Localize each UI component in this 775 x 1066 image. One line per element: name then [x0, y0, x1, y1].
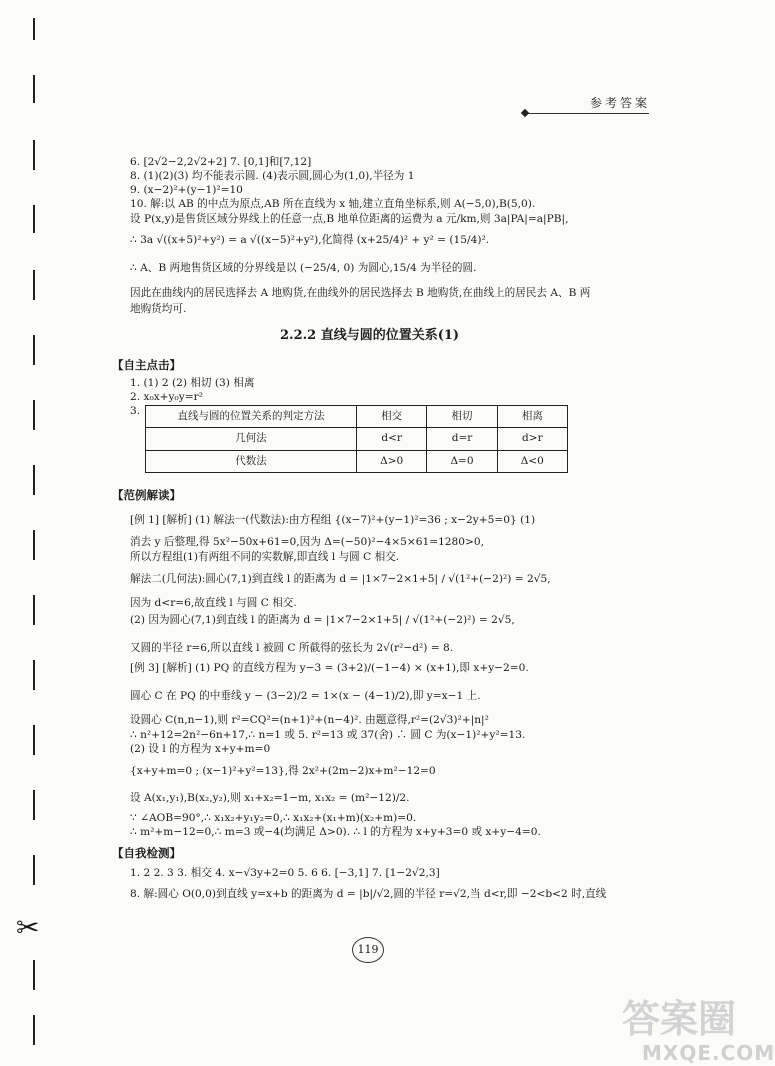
example-line: 消去 y 后整理,得 5x²−50x+61=0,因为 Δ=(−50)²−4×5×61=1280>0, — [130, 536, 485, 548]
answer-line: ∴ A、B 两地售货区域的分界线是以 (−25/4, 0) 为圆心,15/4 为半径的圆. — [130, 262, 477, 274]
answer-line: 因此在曲线内的居民选择去 A 地购货,在曲线外的居民选择去 B 地购货,在曲线上的居民去 A、B 两 — [130, 287, 591, 299]
example-line: (2) 因为圆心(7,1)到直线 l 的距离为 d = |1×7−2×1+5| / √(1²+(−2)²) = 2√5, — [130, 614, 515, 626]
example-line: ∴ m²+m−12=0,∴ m=3 或−4(均满足 Δ>0). ∴ l 的方程为 x+y+3=0 或 x+y−4=0. — [130, 826, 541, 838]
self-study-item-3-label: 3. — [130, 405, 141, 417]
answer-line: 9. (x−2)²+(y−1)²=10 — [130, 184, 243, 196]
table-cell: 代数法 — [146, 450, 357, 472]
example-line: 又圆的半径 r=6,所以直线 l 被圆 C 所截得的弦长为 2√(r²−d²) = 8. — [130, 642, 454, 654]
example-line: 解法二(几何法):圆心(7,1)到直线 l 的距离为 d = |1×7−2×1+5| / √(1²+(−2)²) = 2√5, — [130, 573, 551, 585]
table-header-row — [146, 406, 568, 428]
table-cell: d<r — [357, 428, 427, 450]
table-cell: 几何法 — [146, 428, 357, 450]
page-header-title: 参考答案 — [589, 96, 650, 110]
header-diamond — [521, 109, 529, 117]
example-line: 因为 d<r=6,故直线 l 与圆 C 相交. — [130, 597, 297, 609]
table-header-cell: 相离 — [497, 406, 567, 428]
table-cell: d=r — [427, 428, 497, 450]
page-number: 119 — [352, 937, 384, 963]
example-line: [例 3] [解析] (1) PQ 的直线方程为 y−3 = (3+2)/(−1−4) × (x+1),即 x+y−2=0. — [130, 662, 529, 674]
example-line: (2) 设 l 的方程为 x+y+m=0 — [130, 743, 271, 755]
self-check-heading: 【自我检测】 — [112, 846, 181, 860]
self-study-line: 2. x₀x+y₀y=r² — [130, 391, 203, 403]
position-judgement-table — [145, 405, 568, 473]
self-check-line: 1. 2 2. 3 3. 相交 4. x−√3y+2=0 5. 6 6. [−3,1] 7. [1−2√2,3] — [130, 867, 440, 879]
self-check-line: 8. 解:圆心 O(0,0)到直线 y=x+b 的距离为 d = |b|/√2,圆的半径 r=√2,当 d<r,即 −2<b<2 时,直线 — [130, 888, 607, 900]
watermark-logo: 答案圈 — [622, 997, 737, 1041]
table-row — [146, 450, 568, 472]
section-title: 2.2.2 直线与圆的位置关系(1) — [280, 328, 460, 343]
example-line: 所以方程组(1)有两组不同的实数解,即直线 l 与圆 C 相交. — [130, 551, 400, 563]
table-header-cell: 直线与圆的位置关系的判定方法 — [146, 406, 357, 428]
table-cell: d>r — [497, 428, 567, 450]
table-row — [146, 428, 568, 450]
example-line: ∴ n²+12=2n²−6n+17,∴ n=1 或 5. r²=13 或 37(舍) ∴ 圆 C 为(x−1)²+y²=13. — [130, 729, 526, 741]
table-header-cell: 相交 — [357, 406, 427, 428]
example-line: ∵ ∠AOB=90°,∴ x₁x₂+y₁y₂=0,∴ x₁x₂+(x₁+m)(x₂+m)=0. — [130, 812, 417, 824]
self-study-heading: 【自主点击】 — [112, 358, 181, 372]
example-line: 设圆心 C(n,n−1),则 r²=CQ²=(n+1)²+(n−4)². 由题意得,r²=(2√3)²+|n|² — [130, 714, 489, 726]
table-cell: Δ=0 — [427, 450, 497, 472]
scissors-icon: ✂ — [16, 911, 40, 944]
table-cell: Δ<0 — [497, 450, 567, 472]
answer-line: 设 P(x,y)是售货区域分界线上的任意一点,B 地单位距离的运费为 a 元/km,则 3a|PA|=a|PB|, — [130, 213, 569, 225]
answer-line: 8. (1)(2)(3) 均不能表示圆. (4)表示圆,圆心为(1,0),半径为 1 — [130, 170, 415, 182]
watermark-site: MXQE.COM — [642, 1041, 775, 1065]
answer-line: 6. [2√2−2,2√2+2] 7. [0,1]和[7,12] — [130, 156, 312, 168]
answer-line: 10. 解:以 AB 的中点为原点,AB 所在直线为 x 轴,建立直角坐标系,则 A(−5,0),B(5,0). — [130, 198, 536, 210]
example-line: 设 A(x₁,y₁),B(x₂,y₂),则 x₁+x₂=1−m, x₁x₂ = (m²−12)/2. — [130, 792, 410, 804]
answer-line: 地购货均可. — [130, 303, 187, 315]
table-header-cell: 相切 — [427, 406, 497, 428]
self-study-line: 1. (1) 2 (2) 相切 (3) 相离 — [130, 377, 255, 389]
example-line: 圆心 C 在 PQ 的中垂线 y − (3−2)/2 = 1×(x − (4−1)/2),即 y=x−1 上. — [130, 690, 481, 702]
header-rule — [527, 113, 649, 114]
example-line: [例 1] [解析] (1) 解法一(代数法):由方程组 {(x−7)²+(y−1)²=36 ; x−2y+5=0} (1) — [130, 514, 536, 526]
answer-line: ∴ 3a √((x+5)²+y²) = a √((x−5)²+y²),化简得 (x+25/4)² + y² = (15/4)². — [130, 234, 490, 246]
examples-heading: 【范例解读】 — [112, 488, 181, 502]
example-line: {x+y+m=0 ; (x−1)²+y²=13},得 2x²+(2m−2)x+m²−12=0 — [130, 765, 436, 777]
table-cell: Δ>0 — [357, 450, 427, 472]
